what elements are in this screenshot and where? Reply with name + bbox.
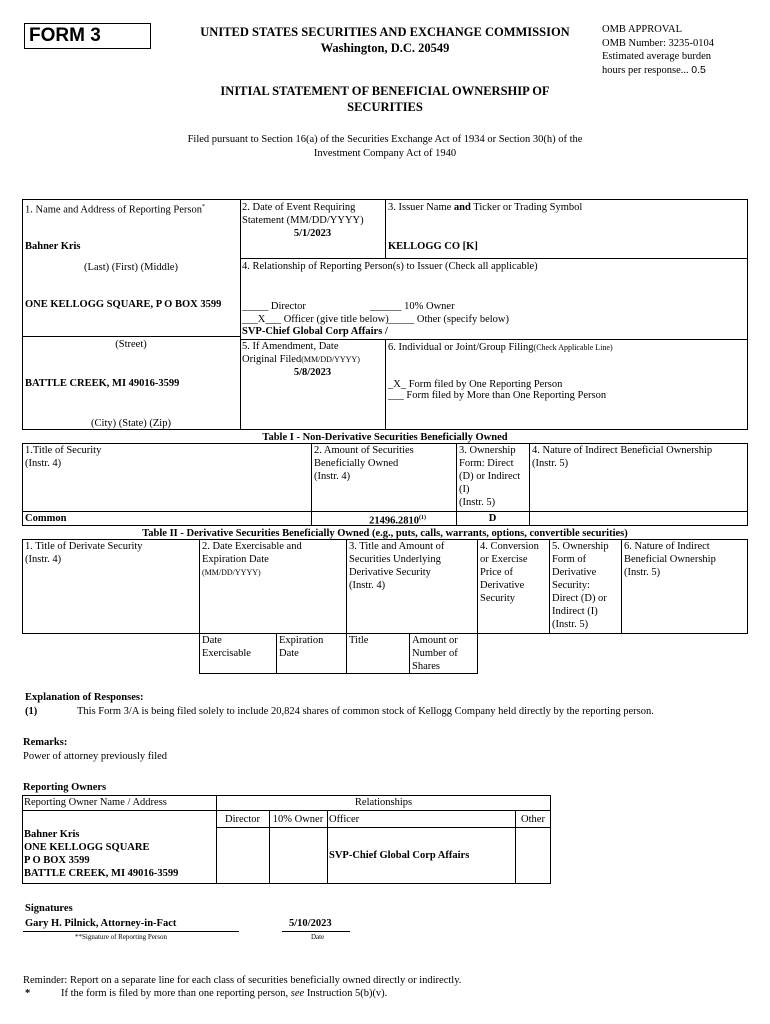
sub-date-exercisable <box>202 634 251 660</box>
table2-c4-h3: Price of <box>480 567 513 578</box>
box6-label-note: (Check Applicable Line) <box>533 343 613 352</box>
footer-star-text-b: Instruction 5(b)(v). <box>306 988 388 999</box>
owners-heading: Reporting Owners <box>23 782 107 793</box>
box1-label-text: 1. Name and Address of Reporting Person <box>25 204 203 216</box>
table2-c4-h1: 4. Conversion <box>480 541 539 552</box>
table2-c4-h2: or Exercise <box>480 554 528 565</box>
box4-label: 4. Relationship of Reporting Person(s) to Issuer (Check all applicable) <box>242 261 538 272</box>
owners-col-relationships: Relationships <box>354 797 413 808</box>
box6-label <box>388 341 613 354</box>
owner-name-address <box>24 828 178 880</box>
event-date: 5/1/2023 <box>293 228 332 239</box>
table1-col3-h5: (Instr. 5) <box>459 497 496 508</box>
table2-c3-h4: (Instr. 4) <box>349 580 386 591</box>
table2-c5-h1: 5. Ownership <box>552 541 609 552</box>
relationship-other: _____ Other (specify below) <box>388 314 510 325</box>
form-label: FORM 3 <box>29 25 101 46</box>
box3-label-and: and <box>453 202 471 213</box>
omb-number: OMB Number: 3235-0104 <box>602 37 714 49</box>
box3-label-a: 3. Issuer Name <box>388 202 452 213</box>
filed-pursuant-line2: Investment Company Act of 1940 <box>313 148 457 159</box>
relationship-director: _____ Director <box>242 301 306 312</box>
table1-row-title: Common <box>25 513 67 524</box>
agency-address: Washington, D.C. 20549 <box>320 41 450 55</box>
footnote-text: This Form 3/A is being filed solely to include 20,824 shares of common stock of Kellogg Company held directly by the reporting person. <box>77 706 654 717</box>
reporting-person-city: BATTLE CREEK, MI 49016-3599 <box>25 378 180 389</box>
table2-c6-h1: 6. Nature of Indirect <box>624 541 710 552</box>
filing-option-one: _X_ Form filed by One Reporting Person <box>388 379 563 390</box>
table1-col4-header <box>532 444 712 470</box>
sub-date-ex-1: Date <box>202 635 222 646</box>
table2-c2-header <box>202 540 302 579</box>
footer-see: see <box>290 988 305 999</box>
table1-col2-h2: Beneficially Owned <box>314 458 399 469</box>
table2-title: Table II - Derivative Securities Beneficially Owned (e.g., puts, calls, warrants, options, convertible securities) <box>142 528 628 539</box>
omb-hours-label: hours per response... <box>602 64 689 76</box>
table2-c1-header <box>25 540 143 566</box>
signer-name: Gary H. Pilnick, Attorney-in-Fact <box>25 918 177 929</box>
table1-col1-h1: 1.Title of Security <box>25 445 102 456</box>
signature-date: 5/10/2023 <box>289 918 332 929</box>
reporting-person-name: Bahner Kris <box>25 241 81 252</box>
statement-title-line1: INITIAL STATEMENT OF BENEFICIAL OWNERSHIP OF <box>220 84 550 98</box>
table1-col3-h2: Form: Direct <box>459 458 514 469</box>
table2-c2-h1: 2. Date Exercisable and <box>202 541 302 552</box>
table2-c3-header <box>349 540 444 592</box>
signatures-heading: Signatures <box>25 903 73 914</box>
omb-hours-line <box>602 64 762 78</box>
form-label-box <box>24 23 151 49</box>
footer-star-text <box>61 988 387 999</box>
table1-col2-h3: (Instr. 4) <box>314 471 351 482</box>
table1-col3-h4: (I) <box>459 484 470 495</box>
box1-star: * <box>202 204 206 210</box>
remarks-heading: Remarks: <box>23 737 68 748</box>
explanation-heading: Explanation of Responses: <box>25 692 144 703</box>
table2-c4-header <box>480 540 539 605</box>
filed-pursuant <box>140 133 630 161</box>
table2-c5-h7: (Instr. 5) <box>552 619 589 630</box>
footnote-ref: (1) <box>419 515 426 521</box>
table2-c5-h6: Indirect (I) <box>552 606 598 617</box>
table2-c2-h2: Expiration Date <box>202 554 269 565</box>
table1-col3-h3: (D) or Indirect <box>459 471 521 482</box>
table1-amount-value: 21496.2810 <box>369 515 419 527</box>
box1-label <box>25 201 205 217</box>
owner-officer-title: SVP-Chief Global Corp Affairs <box>329 850 470 861</box>
officer-title: SVP-Chief Global Corp Affairs / <box>242 326 388 337</box>
sub-exp-1: Expiration <box>279 635 324 646</box>
box3-label-b: Ticker or Trading Symbol <box>473 202 583 213</box>
owner-city: BATTLE CREEK, MI 49016-3599 <box>24 868 179 879</box>
sub-amt-2: Number of <box>412 648 458 659</box>
owner-street: ONE KELLOGG SQUARE <box>24 842 150 853</box>
omb-title: OMB APPROVAL <box>602 24 683 35</box>
filed-pursuant-line1: Filed pursuant to Section 16(a) of the Securities Exchange Act of 1934 or Section 30(h) of the <box>187 134 583 145</box>
table1-col2-h1: 2. Amount of Securities <box>314 445 414 456</box>
agency-name: UNITED STATES SECURITIES AND EXCHANGE COMMISSION <box>200 25 570 39</box>
box3-label <box>388 201 582 214</box>
name-caption: (Last) (First) (Middle) <box>84 262 178 273</box>
sub-date-ex-2: Exercisable <box>202 648 251 659</box>
table2-c3-h3: Derivative Security <box>349 567 431 578</box>
owners-col-name: Reporting Owner Name / Address <box>24 797 167 808</box>
relationship-officer: ___X___ Officer (give title below) <box>242 314 389 325</box>
date-caption: Date <box>311 933 325 941</box>
sub-amt-3: Shares <box>412 661 440 672</box>
filing-option-more: ___ Form filed by More than One Reporting Person <box>388 390 607 401</box>
omb-hours-value: 0.5 <box>691 63 706 76</box>
remarks-text: Power of attorney previously filed <box>23 751 168 762</box>
reminder-text: Reminder: Report on a separate line for each class of securities beneficially owned directly or indirectly. <box>23 975 462 986</box>
table2-c6-h3: (Instr. 5) <box>624 567 661 578</box>
table2-c3-h2: Securities Underlying <box>349 554 441 565</box>
footer-star: * <box>25 988 31 999</box>
city-caption: (City) (State) (Zip) <box>91 418 171 429</box>
box2-label-line2: Statement (MM/DD/YYYY) <box>242 215 364 226</box>
statement-title-line2: SECURITIES <box>347 100 423 114</box>
box5-label-format: (MM/DD/YYYY) <box>301 355 360 364</box>
box5-label-line2 <box>242 353 360 366</box>
street-caption: (Street) <box>115 339 147 350</box>
table1-col4-h2: (Instr. 5) <box>532 458 569 469</box>
table2-c5-h2: Form of <box>552 554 587 565</box>
owners-col-officer: Officer <box>329 814 360 825</box>
table2-c3-h1: 3. Title and Amount of <box>349 541 445 552</box>
table2-c1-h2: (Instr. 4) <box>25 554 62 565</box>
sub-expiration-date <box>279 634 323 660</box>
omb-burden: Estimated average burden <box>602 51 712 62</box>
table2-c5-h3: Derivative <box>552 567 597 578</box>
owners-col-other: Other <box>521 814 545 825</box>
footnote-number: (1) <box>25 706 38 717</box>
issuer-ticker: KELLOGG CO [K] <box>388 241 478 252</box>
table2-c6-h2: Beneficial Ownership <box>624 554 716 565</box>
owners-col-director: Director <box>225 814 260 825</box>
amendment-date: 5/8/2023 <box>293 367 332 378</box>
table1-row-form: D <box>488 513 497 524</box>
sub-title: Title <box>349 635 369 646</box>
box2-label-line1: 2. Date of Event Requiring <box>242 202 356 213</box>
table1-col1-header <box>25 444 101 470</box>
owner-name: Bahner Kris <box>24 829 80 840</box>
table2-c5-h4: Security: <box>552 580 590 591</box>
table2-c4-h5: Security <box>480 593 515 604</box>
table1-title: Table I - Non-Derivative Securities Beneficially Owned <box>262 432 508 443</box>
table1-row-amount <box>311 512 456 528</box>
table1-col3-h1: 3. Ownership <box>459 445 516 456</box>
box5-label-line1: 5. If Amendment, Date <box>242 341 339 352</box>
table2-c5-h5: Direct (D) or <box>552 593 607 604</box>
table2-c4-h4: Derivative <box>480 580 525 591</box>
reporting-person-street: ONE KELLOGG SQUARE, P O BOX 3599 <box>25 299 222 310</box>
statement-title <box>170 83 600 115</box>
table2-c1-h1: 1. Title of Derivate Security <box>25 541 143 552</box>
table2-c5-header <box>552 540 609 631</box>
table1-col1-h2: (Instr. 4) <box>25 458 62 469</box>
table1-col2-header <box>314 444 414 483</box>
sub-amount <box>412 634 458 673</box>
signature-caption: **Signature of Reporting Person <box>75 933 167 941</box>
table2-c6-header <box>624 540 716 579</box>
table1-col4-h1: 4. Nature of Indirect Beneficial Ownership <box>532 445 713 456</box>
sub-amt-1: Amount or <box>412 635 458 646</box>
owners-col-ten-percent: 10% Owner <box>272 814 324 825</box>
sub-exp-2: Date <box>279 648 299 659</box>
table2-c2-h3: (MM/DD/YYYY) <box>202 568 261 577</box>
owner-pobox: P O BOX 3599 <box>24 855 90 866</box>
box6-label-text: 6. Individual or Joint/Group Filing <box>388 342 534 353</box>
table1-col3-header <box>459 444 520 509</box>
relationship-ten-percent: ______ 10% Owner <box>370 301 455 312</box>
omb-approval-block <box>602 23 762 77</box>
footer-star-text-a: If the form is filed by more than one reporting person, <box>61 988 289 999</box>
box5-label-original: Original Filed <box>242 354 302 365</box>
